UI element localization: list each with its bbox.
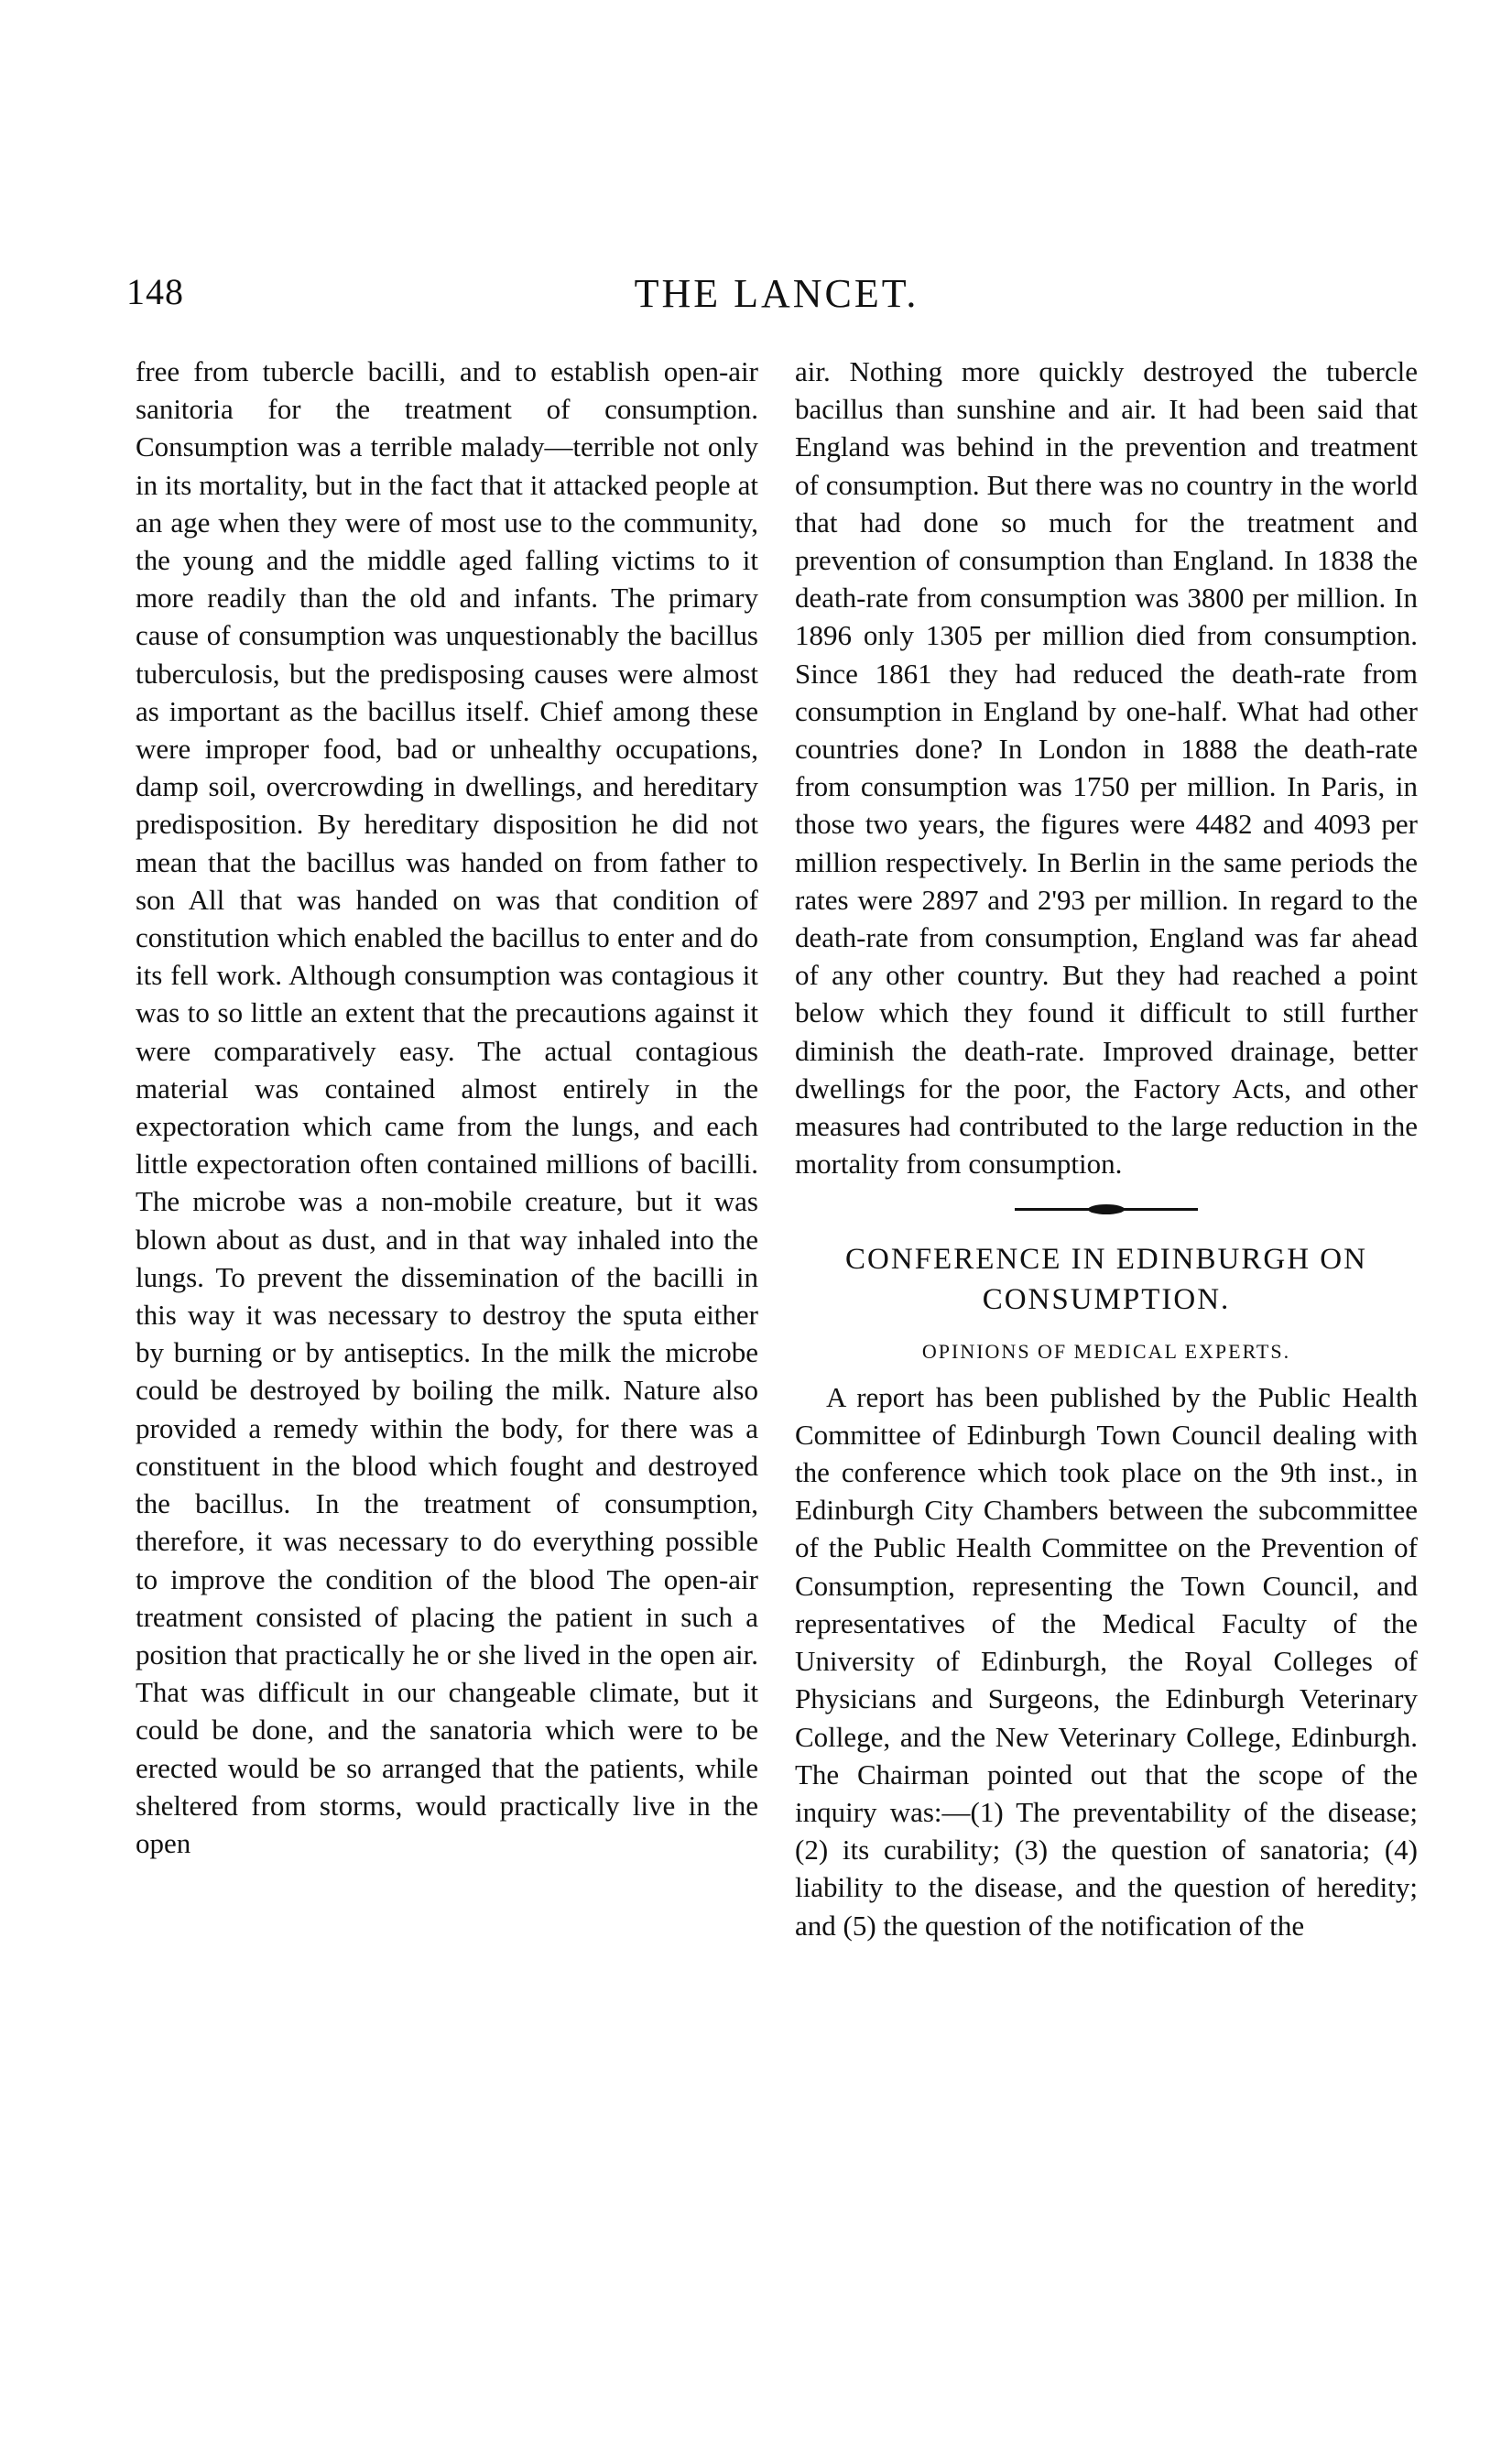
article-subtitle: OPINIONS OF MEDICAL EXPERTS. <box>921 1340 1291 1364</box>
right-column <box>795 353 1418 1944</box>
article-title: CONFERENCE IN EDINBURGH ON CONSUMPTION. <box>845 1243 1367 1317</box>
running-title: THE LANCET. <box>634 271 919 316</box>
page-header <box>126 270 1427 334</box>
article-body: A report has been published by the Public Health Committee of Edinburgh Town Council dealing with the conference which took place on the 9th inst., in Edinburgh City Chambers between the subcommittee of the Public Health Committee on the Prevention of Consumption, representing the Town Council, and representatives of the Medical Faculty of the University of Edinburgh, the Royal Colleges of Physicians and Surgeons, the Edinburgh Veterinary College, and the New Veterinary College, Edinburgh. The Chairman pointed out that the scope of the inquiry was:—(1) The preventability of the disease; (2) its curability; (3) the question of sanatoria; (4) liability to the disease, and the question of heredity; and (5) the question of the notification of the <box>795 1380 1418 1942</box>
page-number: 148 <box>126 271 184 312</box>
right-column-continuation: air. Nothing more quickly destroyed the tubercle bacillus than sunshine and air. It had been said that England was behind in the prevention and treatment of consumption. But there was no country in the world that had done so much for the treatment and prevention of consumption than England. In 1838 the death-rate from consumption was 3800 per million. In 1896 only 1305 per million died from consumption. Since 1861 they had reduced the death-rate from consumption in England by one-half. What had other countries done? In London in 1888 the death-rate from consumption was 1750 per million. In Paris, in those two years, the figures were 4482 and 4093 per million respectively. In Berlin in the same periods the rates were 2897 and 2'93 per million. In regard to the death-rate from consumption, England was far ahead of any other country. But they had reached a point below which they found it difficult to still further diminish the death-rate. Improved drainage, better dwellings for the poor, the Factory Acts, and other measures had contributed to the large reduction in the mortality from consumption. <box>795 355 1418 1181</box>
left-column-text: free from tubercle bacilli, and to establish open-air sanitoria for the treatment of consumption. Consumption was a terrible malady—terrible not only in its mortality, but in the fact that it attacked people at an age when they were of most use to the community, the young and the middle aged falling victims to it more readily than the old and infants. The primary cause of consumption was unquestionably the bacillus tuberculosis, but the predisposing causes were almost as important as the bacillus itself. Chief among these were improper food, bad or unhealthy occupations, damp soil, overcrowding in dwellings, and hereditary predisposition. By hereditary disposition he did not mean that the bacillus was handed on from father to son All that was handed on was that condition of constitution which enabled the bacillus to enter and do its fell work. Although consumption was contagious it was to so little an extent that the precautions against it were comparatively easy. The actual contagious material was contained almost entirely in the expectoration which came from the lungs, and each little expectoration often contained millions of bacilli. The microbe was a non-mobile creature, but it was blown about as dust, and in that way inhaled into the lungs. To prevent the dissemination of the bacilli in this way it was necessary to destroy the sputa either by burning or by antiseptics. In the milk the microbe could be destroyed by boiling the milk. Nature also provided a remedy within the body, for there was a constituent in the blood which fought and destroyed the bacillus. In the treatment of consumption, therefore, it was necessary to do everything possible to improve the condition of the blood The open-air treatment consisted of placing the patient in such a position that practically he or she lived in the open air. That was difficult in our changeable climate, but it could be done, and the sanatoria which were to be erected would be so arranged that the patients, while sheltered from storms, would practically live in the open <box>136 355 758 1859</box>
section-divider <box>1015 1203 1198 1215</box>
left-column <box>136 353 758 1862</box>
